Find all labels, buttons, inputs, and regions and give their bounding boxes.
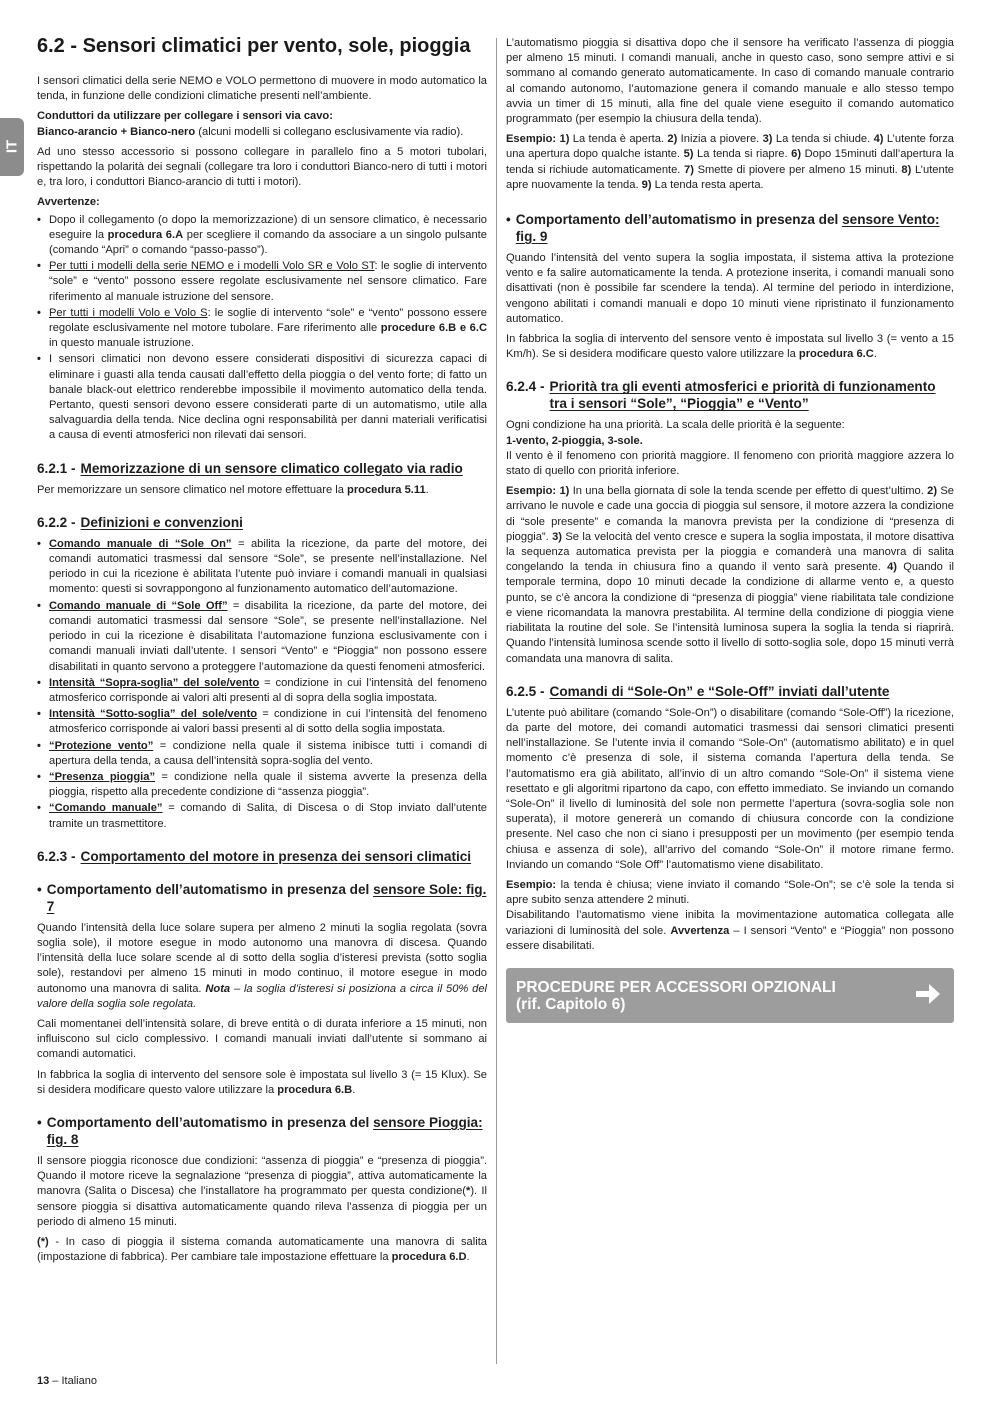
optional-accessories-banner[interactable] (506, 968, 954, 1023)
pioggia-paragraph-1: Il sensore pioggia riconosce due condizioni: “assenza di pioggia” e “presenza di pioggia”. Quando il motore riceve la segnalazione “presenza di pioggia”, attiva automaticamente la manovra (Salita o Discesa) che l’installatore ha programmato per questa condizione(*). Il sensore pioggia si disattiva automaticamente quando rileva l’assenza di pioggia per un periodo di almeno 15 minuti. (37, 1154, 487, 1228)
right-column (506, 36, 954, 1023)
sole-paragraph-3: In fabbrica la soglia di intervento del sensore sole è impostata sul livello 3 (= 15 Klux). Se si desidera modificare questo valore utilizzare la procedura 6.B. (37, 1068, 487, 1096)
definition-item: • “Presenza pioggia” = condizione nella quale il sistema avverte la presenza della pioggia, rispetto alla precedente condizione di “assenza pioggia”. (37, 770, 487, 800)
vento-paragraph-2: In fabbrica la soglia di intervento del sensore vento è impostata sul livello 3 (= vento a 15 Km/h). Se si desidera modificare questo valore utilizzare la procedura 6.C. (506, 333, 954, 361)
sole-paragraph-1: Quando l’intensità della luce solare supera per almeno 2 minuti la soglia regolata (sovra soglia sole), il motore esegue in modo autonomo una manovra di discesa. Quando l’intensità della luce solare scende al di sotto della soglia d’isteresi prevista (sotto soglia sole), restandovi per almeno 15 minuti in modo continuo, il motore esegue in modo autonomo una manovra di salita. Nota – la soglia d’isteresi si posiziona a circa il 50% del valore della soglia sole regolata. (37, 921, 488, 1010)
heading-6-2-5: 6.2.5 - Comandi di “Sole-On” e “Sole-Off” inviati dall’utente (506, 683, 890, 699)
conduttori-paragraph: Conduttori da utilizzare per collegare i sensori via cavo: Bianco-arancio + Bianco-nero (alcuni modelli si collegano esclusivamente via radio). (37, 110, 464, 138)
heading-6-2-4: 6.2.4 - Priorità tra gli eventi atmosferici e priorità di funzionamento tra i sensori “Sole”, “Pioggia” e “Vento” (506, 379, 936, 412)
pioggia-paragraph-3: L’automatismo pioggia si disattiva dopo che il sensore ha verificato l’assenza di pioggia per almeno 15 minuti. I comandi manuali, anche in questo caso, sono sempre attivi e si sommano al comando generato automaticamente. In caso di comando manuale contrario al comando autonomo, l’automazione genera il comando manuale e allo stesso tempo avvia un timer di 15 minuti, alla fine del quale viene eseguito il comando automatico programmato (per esempio la chiusura della tenda). (506, 37, 954, 126)
arrow-right-icon (914, 980, 942, 1008)
banner-text: PROCEDURE PER ACCESSORI OPZIONALI (rif. Capitolo 6) (516, 978, 836, 1013)
definition-item: • Comando manuale di “Sole On” = abilita la ricezione, da parte del motore, dei comandi automatici trasmessi dal sensore “Sole”, se presente nell’installazione. Nel periodo in cui la ricezione è abilitata l’utente può inviare i comandi manuali in qualsiasi momento: questi si sovrappongono al funzionamento automatico dell’automazione. (37, 537, 487, 598)
parallel-paragraph: Ad uno stesso accessorio si possono collegare in parallelo fino a 5 motori tubolari, rispettando la polarità dei segnali (collegare tra loro i conduttori Bianco-nero di tutti i motori e, tra loro, i conduttori Bianco-arancio di tutti i motori). (37, 145, 487, 189)
page-number: 13 (37, 1375, 50, 1387)
avvertenze-list (37, 213, 487, 444)
paragraph-6-2-1: Per memorizzare un sensore climatico nel motore effettuare la procedura 5.11. (37, 483, 429, 496)
definition-item: • “Protezione vento” = condizione nella quale il sistema inibisce tutti i comandi di apertura della tenda, a causa dell’intensità sopra-soglia del vento. (37, 739, 487, 769)
heading-sensore-pioggia: • Comportamento dell’automatismo in presenza del sensore Pioggia: fig. 8 (37, 1114, 483, 1147)
section-title: 6.2 - Sensori climatici per vento, sole, pioggia (37, 35, 471, 57)
example-2: Esempio: 1) In una bella giornata di sole la tenda scende per effetto di quest’ultimo. 2) Se arrivano le nuvole e cade una goccia di pioggia sul sensore, il motore azzera la condizione di “sole presente” e comanda la manovra prevista per la condizione di “presenza di pioggia”. 3) Se la velocità del vento cresce e supera la soglia impostata, il motore disattiva la sequenza automatica prevista per la pioggia e comanderà una manovra di salita congelando la tenda in chiusura fino a quando il vento sarà presente. 4) Quando il temporale termina, dopo 10 minuti decade la condizione di allarme vento e, a questo punto, se c’è ancora la condizione di “presenza di pioggia” viene riabilitata tale condizione e viene ricomandata la manovra prestabilita. Al termine della condizione di pioggia viene riabilitata la routine del sole. Se l’intensità luminosa supera la soglia la tenda si riaprirà. Quando l’intensità luminosa scende sotto il livello di sotto-soglia sole, dopo 15 minuti verrà comandata una manovra di salita. (506, 485, 954, 665)
sole-on-off-paragraph: L’utente può abilitare (comando “Sole-On”) o disabilitare (comando “Sole-Off”) la ricezione, da parte del motore, dei comandi automatici trasmessi dai sensori climatici presenti nell’installazione. Se l’utente invia il comando “Sole-On” (automatismo abilitato) e in quel momento c’è presenza di sole, il sistema comanda l’apertura della tenda. Se l’automatismo era già abilitato, all’invio di un altro comando “Sole-On” il sistema viene resettato e gli algoritmi ripartono da capo, con effetto immediato. Se inviando un comando “Sole-On” il livello di luminosità del sole non permette l’apertura (sovra-soglia sole non superata), il motore genererà un comando di chiusura concorde con la condizione presente. Nel caso che non ci siano i presupposti per un movimento (per esempio tenda chiusa e assenza di sole), all’arrivo del comando “Sole-On” il motore rimane fermo. Inviando un comando “Sole Off” l’automatismo viene disabilitato. (506, 706, 954, 871)
left-column (37, 30, 487, 1270)
language-code: IT (3, 139, 21, 154)
heading-6-2-2: 6.2.2 - Definizioni e convenzioni (37, 514, 243, 530)
intro-paragraph: I sensori climatici della serie NEMO e VOLO permettono di muovere in modo automatico la tenda, in funzione delle condizioni climatiche presenti nell’ambiente. (37, 75, 487, 103)
heading-sensore-sole: • Comportamento dell’automatismo in presenza del sensore Sole: fig. 7 (37, 881, 487, 914)
heading-6-2-1: 6.2.1 - Memorizzazione di un sensore climatico collegato via radio (37, 460, 463, 476)
heading-6-2-3: 6.2.3 - Comportamento del motore in presenza dei sensori climatici (37, 848, 472, 864)
definition-item: • Intensità “Sopra-soglia” del sole/vento = condizione in cui l’intensità del fenomeno atmosferico corrisponde ai valori alti presenti al di sopra della soglia impostata. (37, 676, 487, 706)
example-1: Esempio: 1) La tenda è aperta. 2) Inizia a piovere. 3) La tenda si chiude. 4) L’utente forza una apertura dopo qualche istante. 5) La tenda si riapre. 6) Dopo 15minuti dall’apertura la tenda si richiude automaticamente. 7) Smette di piovere per almeno 15 minuti. 8) L’utente apre nuovamente la tenda. 9) La tenda resta aperta. (506, 133, 955, 191)
vento-paragraph-1: Quando l’intensità del vento supera la soglia impostata, il sistema attiva la protezione vento e fa salire automaticamente la tenda. A protezione inserita, i comandi manuali sono disattivati (non è possibile far scendere la tenda). Al termine del periodo in interdizione, vengono abilitati i comandi manuali e dopo 10 minuti viene ripristinato il funzionamento automatico. (506, 252, 954, 325)
definitions-list (37, 537, 487, 832)
pioggia-paragraph-2: (*) - In caso di pioggia il sistema comanda automaticamente una manovra di salita (impostazione di fabbrica). Per cambiare tale impostazione effettuare la procedura 6.D. (37, 1235, 487, 1264)
definition-item: • Intensità “Sotto-soglia” del sole/vento = condizione in cui l’intensità del fenomeno atmosferico corrisponde ai valori bassi presenti al di sotto della soglia impostata. (37, 707, 487, 737)
definition-item: • “Comando manuale” = comando di Salita, di Discesa o di Stop inviato dall’utente tramite un trasmettitore. (37, 801, 487, 831)
heading-sensore-vento: • Comportamento dell’automatismo in presenza del sensore Vento: fig. 9 (506, 212, 940, 245)
avvertenze-heading: Avvertenze: (37, 196, 100, 209)
page-footer: 13 – Italiano (37, 1375, 97, 1387)
column-divider (496, 38, 497, 1364)
sole-paragraph-2: Cali momentanei dell’intensità solare, di breve entità o di durata inferiore a 15 minuti, non influiscono sul ciclo complessivo. I comandi manuali inviati dall’utente si sommano ai comandi automatici. (37, 1017, 487, 1061)
conduttori-heading: Conduttori da utilizzare per collegare i sensori via cavo: (37, 110, 333, 123)
list-item: • Dopo il collegamento (o dopo la memorizzazione) di un sensore climatico, è necessario eseguire la procedura 6.A per scegliere il comando da associare a un singolo pulsante (comando “Apri” o comando “passo-passo”). (37, 213, 487, 259)
list-item: • Per tutti i modelli Volo e Volo S: le soglie di intervento “sole” e “vento” possono essere regolate esclusivamente nel motore tubolare. Fare riferimento alle procedure 6.B e 6.C in questo manuale istruzione. (37, 306, 487, 352)
priority-paragraph: Ogni condizione ha una priorità. La scala delle priorità è la seguente: 1-vento, 2-pioggia, 3-sole. Il vento è il fenomeno con priorità maggiore. Il fenomeno con priorità maggiore azzera lo stato di quello con priorità inferiore. (506, 419, 954, 478)
list-item: • Per tutti i modelli della serie NEMO e i modelli Volo SR e Volo ST: le soglie di intervento “sole” e “vento” possono essere regolate esclusivamente nel sensore climatico. Fare riferimento al manuale istruzione del sensore. (37, 259, 487, 305)
disable-paragraph: Disabilitando l’automatismo viene inibita la movimentazione automatica collegata alle variazioni di luminosità del sole. Avvertenza – I sensori “Vento” e “Pioggia” non possono essere disabilitati. (506, 909, 955, 952)
list-item: • I sensori climatici non devono essere considerati dispositivi di sicurezza capaci di eliminare i guasti alla tenda causati dall’effetto della pioggia o del vento forte; di fatto un banale black-out elettrico renderebbe impossibile il movimento automatico della tenda. Pertanto, questi sensori devono essere considerati parte di un automatismo, utile alla salvaguardia della tenda. Nice declina ogni responsabilità per danni materiali verificatisi a causa di eventi atmosferici non rilevati dai sensori. (37, 352, 487, 443)
language-tab (0, 118, 24, 176)
example-3: Esempio: la tenda è chiusa; viene inviato il comando “Sole-On”; se c’è sole la tenda si apre subito senza attendere 2 minuti. (506, 878, 954, 907)
conduttori-wires: Bianco-arancio + Bianco-nero (37, 125, 196, 138)
definition-item: • Comando manuale di “Sole Off” = disabilita la ricezione, da parte del motore, dei comandi automatici trasmessi dal sensore “Sole”, se presente nell’installazione. Nel periodo in cui la ricezione è disabilitata l’automazione funziona esclusivamente con i comandi manuali inviati dall’utente. I sensori “Vento” e “Pioggia” non possono essere disabilitati in quanto servono a proteggere l’automazione da questi fenomeni atmosferici. (37, 599, 487, 675)
footer-language: Italiano (61, 1375, 97, 1387)
